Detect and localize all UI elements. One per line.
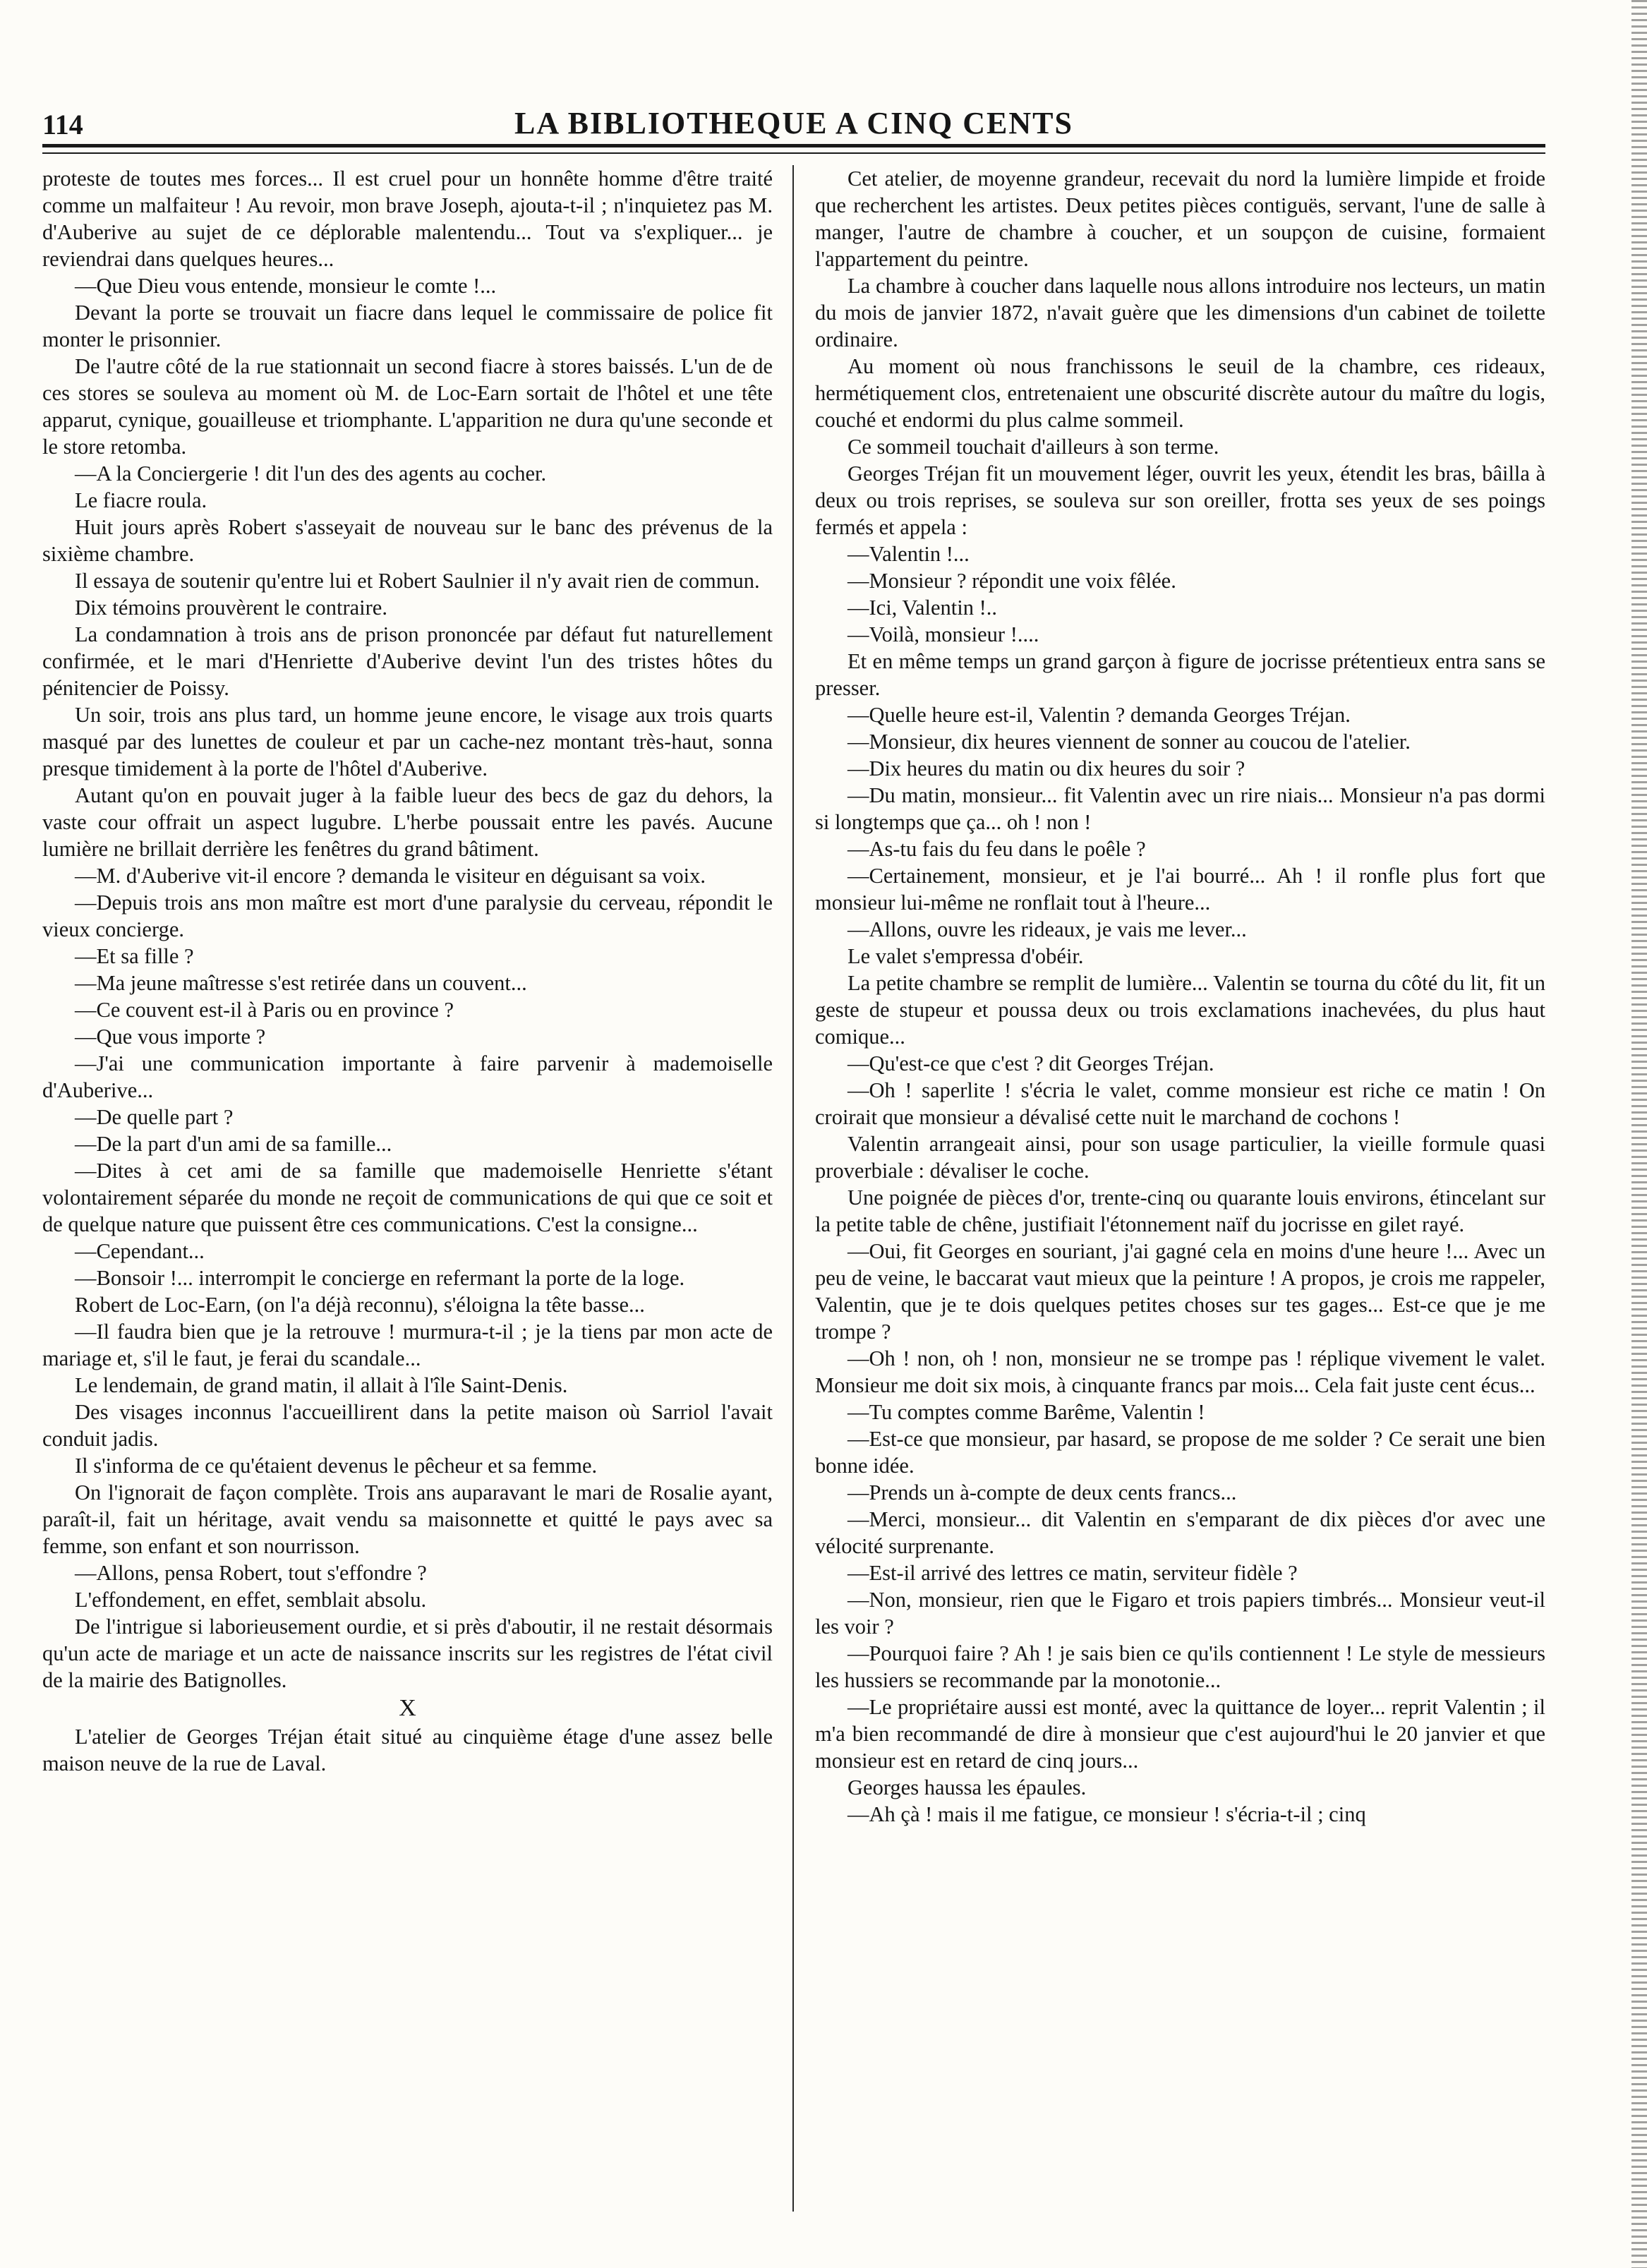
paragraph: —Oh ! non, oh ! non, monsieur ne se trompe pas ! réplique vivement le valet. Monsieur me doit six mois, à cinquante francs par mois... Cela fait juste cent écus... (815, 1346, 1545, 1397)
paragraph: Valentin arrangeait ainsi, pour son usage particulier, la vieille formule quasi proverbiale : dévaliser le coche. (815, 1132, 1545, 1183)
paragraph: —J'ai une communication importante à faire parvenir à mademoiselle d'Auberive... (42, 1051, 773, 1102)
scan-edge-margin (1631, 0, 1647, 2268)
paragraph: —Que Dieu vous entende, monsieur le comte !... (75, 274, 497, 298)
paragraph: —Ma jeune maîtresse s'est retirée dans un couvent... (75, 971, 527, 995)
paragraph: —Est-il arrivé des lettres ce matin, serviteur fidèle ? (847, 1561, 1298, 1585)
paragraph: —Certainement, monsieur, et je l'ai bourré... Ah ! il ronfle plus fort que monsieur lui-même ne ronflait tout à l'heure... (815, 864, 1545, 915)
paragraph: —Voilà, monsieur !.... (847, 622, 1039, 646)
paragraph: Autant qu'on en pouvait juger à la faible lueur des becs de gaz du dehors, la vaste cour offrait un aspect lugubre. L'herbe poussait entre les pavés. Aucune lumière ne brillait derrière les fenêtres du grand bâtiment. (42, 783, 773, 861)
paragraph: —De la part d'un ami de sa famille... (75, 1132, 392, 1156)
paragraph: La chambre à coucher dans laquelle nous allons introduire nos lecteurs, un matin du mois de janvier 1872, n'avait guère que les dimensions d'un cabinet de toilette ordinaire. (815, 274, 1545, 351)
chapter-heading: X (399, 1695, 416, 1721)
paragraph: —M. d'Auberive vit-il encore ? demanda le visiteur en déguisant sa voix. (75, 864, 706, 888)
header-rule-thick (42, 144, 1545, 147)
paragraph: —De quelle part ? (75, 1105, 234, 1129)
paragraph: —Du matin, monsieur... fit Valentin avec un rire niais... Monsieur n'a pas dormi si longtemps que ça... oh ! non ! (815, 783, 1545, 834)
paragraph: On l'ignorait de façon complète. Trois ans auparavant le mari de Rosalie ayant, paraît-il, fait un héritage, avait vendu sa maisonnette et quitté le pays avec sa femme, son enfant et son nourrisson. (42, 1480, 773, 1558)
paragraph: —Est-ce que monsieur, par hasard, se propose de me solder ? Ce serait une bien bonne idée. (815, 1427, 1545, 1478)
paragraph: Une poignée de pièces d'or, trente-cinq ou quarante louis environs, étincelant sur la petite table de chêne, justifiait l'étonnement naïf du jocrisse en gilet rayé. (815, 1186, 1545, 1236)
paragraph: —Il faudra bien que je la retrouve ! murmura-t-il ; je la tiens par mon acte de mariage et, s'il le faut, je ferai du scandale... (42, 1320, 773, 1370)
paragraph: —Valentin !... (847, 542, 970, 566)
paragraph: —Pourquoi faire ? Ah ! je sais bien ce qu'ils contiennent ! Le style de messieurs les hussiers se recommande par la monotonie... (815, 1641, 1545, 1692)
page-number: 114 (42, 109, 83, 140)
paragraph: —Merci, monsieur... dit Valentin en s'emparant de dix pièces d'or avec une vélocité surprenante. (815, 1507, 1545, 1558)
paragraph: L'effondement, en effet, semblait absolu. (75, 1588, 427, 1612)
paragraph: —Ah çà ! mais il me fatigue, ce monsieur ! s'écria-t-il ; cinq (847, 1802, 1366, 1826)
paragraph: La condamnation à trois ans de prison prononcée par défaut fut naturellement confirmée, et le mari d'Henriette d'Auberive devint l'un des tristes hôtes du pénitencier de Poissy. (42, 622, 773, 700)
paragraph: —Depuis trois ans mon maître est mort d'une paralysie du cerveau, répondit le vieux concierge. (42, 891, 773, 941)
paragraph: —As-tu fais du feu dans le poêle ? (847, 837, 1146, 861)
paragraph: Le lendemain, de grand matin, il allait à l'île Saint-Denis. (75, 1373, 568, 1397)
paragraph: Huit jours après Robert s'asseyait de nouveau sur le banc des prévenus de la sixième chambre. (42, 515, 773, 566)
page-header (42, 92, 1545, 141)
header-rule-thin (42, 152, 1545, 154)
paragraph: —Prends un à-compte de deux cents francs... (847, 1480, 1237, 1504)
paragraph: —Quelle heure est-il, Valentin ? demanda Georges Tréjan. (847, 703, 1351, 727)
paragraph: Georges Tréjan fit un mouvement léger, ouvrit les yeux, étendit les bras, bâilla à deux ou trois reprises, se souleva sur son oreiller, frotta ses yeux de ses poings fermés et appela : (815, 462, 1545, 539)
text-columns (42, 165, 1545, 2212)
paragraph: —Dix heures du matin ou dix heures du soir ? (847, 756, 1245, 780)
paragraph: Dix témoins prouvèrent le contraire. (75, 596, 387, 620)
running-title: LA BIBLIOTHEQUE A CINQ CENTS (514, 106, 1073, 140)
paragraph: —Ici, Valentin !.. (847, 596, 998, 620)
paragraph: La petite chambre se remplit de lumière... Valentin se tourna du côté du lit, fit un geste de stupeur et poussa deux ou trois exclamations inachevées, du plus haut comique... (815, 971, 1545, 1049)
paragraph: Des visages inconnus l'accueillirent dans la petite maison où Sarriol l'avait conduit jadis. (42, 1400, 773, 1451)
paragraph: —Le propriétaire aussi est monté, avec la quittance de loyer... reprit Valentin ; il m'a bien recommandé de dire à monsieur que c'est aujourd'hui le 20 janvier et que monsieur est en retard de cinq jours... (815, 1695, 1545, 1773)
paragraph: Et en même temps un grand garçon à figure de jocrisse prétentieux entra sans se presser. (815, 649, 1545, 700)
paragraph: Devant la porte se trouvait un fiacre dans lequel le commissaire de police fit monter le prisonnier. (42, 301, 773, 351)
paragraph: Un soir, trois ans plus tard, un homme jeune encore, le visage aux trois quarts masqué par des lunettes de couleur et par un cache-nez montant très-haut, sonna presque timidement à la porte de l'hôtel d'Auberive. (42, 703, 773, 780)
paragraph: —Cependant... (75, 1239, 205, 1263)
paragraph: —Non, monsieur, rien que le Figaro et trois papiers timbrés... Monsieur veut-il les voir ? (815, 1588, 1545, 1639)
paragraph: De l'intrigue si laborieusement ourdie, et si près d'aboutir, il ne restait désormais qu'un acte de mariage et un acte de naissance inscrits sur les registres de l'état civil de la mairie des Batignolles. (42, 1615, 773, 1692)
paragraph: Robert de Loc-Earn, (on l'a déjà reconnu), s'éloigna la tête basse... (75, 1293, 645, 1317)
paragraph: —Qu'est-ce que c'est ? dit Georges Tréjan. (847, 1051, 1214, 1075)
page (42, 92, 1545, 2223)
paragraph: —Allons, pensa Robert, tout s'effondre ? (75, 1561, 427, 1585)
paragraph: —Et sa fille ? (75, 944, 194, 968)
paragraph: —Ce couvent est-il à Paris ou en province ? (75, 998, 454, 1022)
paragraph: De l'autre côté de la rue stationnait un second fiacre à stores baissés. L'un de de ces stores se souleva au moment où M. de Loc-Earn sortait de l'hôtel et une tête apparut, cynique, gouailleuse et triomphante. L'apparition ne dura qu'une seconde et le store retomba. (42, 354, 773, 459)
paragraph: Cet atelier, de moyenne grandeur, recevait du nord la lumière limpide et froide que recherchent les artistes. Deux petites pièces contiguës, servant, l'une de salle à manger, l'autre de chambre à coucher, et un soupçon de cuisine, formaient l'appartement du peintre. (815, 167, 1545, 271)
paragraph: —Monsieur ? répondit une voix fêlée. (847, 569, 1176, 593)
paragraph: Le valet s'empressa d'obéir. (847, 944, 1084, 968)
paragraph: —Que vous importe ? (75, 1025, 266, 1049)
paragraph: Il s'informa de ce qu'étaient devenus le pêcheur et sa femme. (75, 1454, 598, 1478)
paragraph: Au moment où nous franchissons le seuil de la chambre, ces rideaux, hermétiquement clos, entretenaient une obscurité discrète autour du maître du logis, couché et endormi du plus calme sommeil. (815, 354, 1545, 432)
left-column (42, 165, 773, 2212)
paragraph: —A la Conciergerie ! dit l'un des des agents au cocher. (75, 462, 547, 485)
right-column (815, 165, 1545, 2212)
paragraph: —Monsieur, dix heures viennent de sonner au coucou de l'atelier. (847, 730, 1411, 754)
paragraph: —Allons, ouvre les rideaux, je vais me lever... (847, 917, 1247, 941)
paragraph: L'atelier de Georges Tréjan était situé au cinquième étage d'une assez belle maison neuve de la rue de Laval. (42, 1725, 773, 1775)
paragraph: Ce sommeil touchait d'ailleurs à son terme. (847, 435, 1219, 459)
paragraph: proteste de toutes mes forces... Il est cruel pour un honnête homme d'être traité comme un malfaiteur ! Au revoir, mon brave Joseph, ajouta-t-il ; n'inquietez pas M. d'Auberive au sujet de ce déplorable malentendu... Tout va s'expliquer... je reviendrai dans quelques heures... (42, 167, 773, 271)
paragraph: —Oui, fit Georges en souriant, j'ai gagné cela en moins d'une heure !... Avec un peu de veine, le baccarat vaut mieux que la peinture ! A propos, je crois me rappeler, Valentin, que je te dois quelques petites choses sur tes gages... Est-ce que je me trompe ? (815, 1239, 1545, 1344)
paragraph: —Bonsoir !... interrompit le concierge en refermant la porte de la loge. (75, 1266, 685, 1290)
paragraph: —Tu comptes comme Barême, Valentin ! (847, 1400, 1205, 1424)
paragraph: Il essaya de soutenir qu'entre lui et Robert Saulnier il n'y avait rien de commun. (75, 569, 760, 593)
paragraph: Le fiacre roula. (75, 488, 207, 512)
paragraph: Georges haussa les épaules. (847, 1775, 1087, 1799)
paragraph: —Oh ! saperlite ! s'écria le valet, comme monsieur est riche ce matin ! On croirait que monsieur a dévalisé cette nuit le marchand de cochons ! (815, 1078, 1545, 1129)
paragraph: —Dites à cet ami de sa famille que mademoiselle Henriette s'étant volontairement séparée du monde ne reçoit de communications de qui que ce soit et de quelque nature que puissent être ces communications. C'est la consigne... (42, 1159, 773, 1236)
